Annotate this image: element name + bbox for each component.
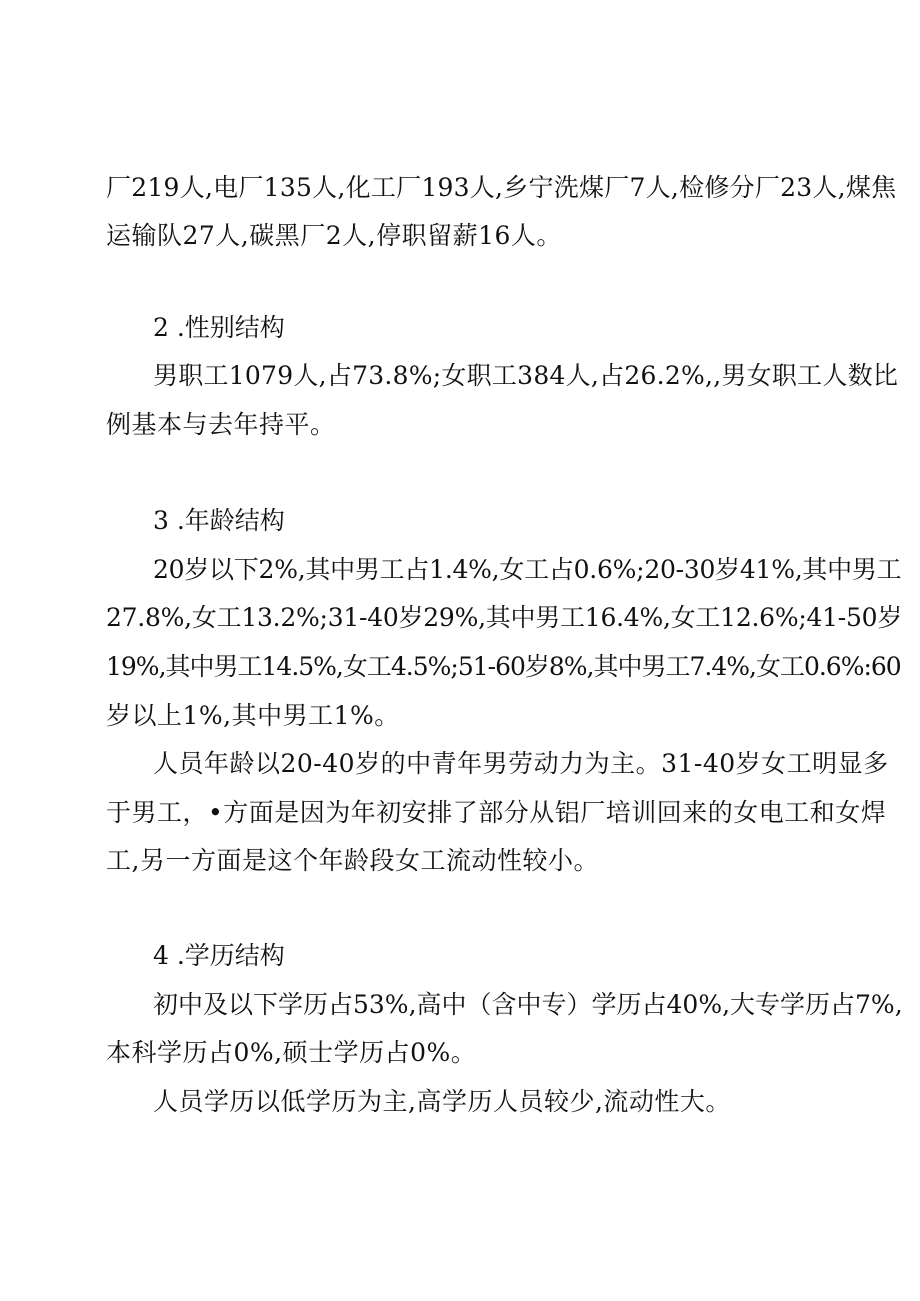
section-3-p2-line-3: 工,另一方面是这个年龄段女工流动性较小。: [106, 846, 599, 875]
section-4-p1-line-2: 本科学历占0%,硕士学历占0%。: [106, 1038, 477, 1067]
section-3-p2-line-2: 于男工，•方面是因为年初安排了部分从铝厂培训回来的女电工和女焊: [106, 798, 887, 827]
section-3-p1-line-4: 岁以上1%,其中男工1%。: [106, 701, 400, 730]
continuation-line-1: 厂219人,电厂135人,化工厂193人,乡宁洗煤厂7人,检修分厂23人,煤焦: [106, 173, 897, 202]
section-3-p1-line-1: 20岁以下2%,其中男工占1.4%,女工占0.6%;20-30岁41%,其中男工: [153, 555, 902, 584]
section-3-p1-line-3: 19%,其中男工14.5%,女工4.5%;51-60岁8%,其中男工7.4%,女工0.6%:60: [106, 652, 901, 681]
section-2-line-1: 男职工1079人,占73.8%;女职工384人,占26.2%,,男女职工人数比: [153, 361, 899, 390]
continuation-line-2: 运输队27人,碳黑厂2人,停职留薪16人。: [106, 221, 562, 250]
section-2-heading: 2 .性别结构: [153, 313, 285, 342]
section-3-p2-line-1: 人员年龄以20-40岁的中青年男劳动力为主。31-40岁女工明显多: [153, 749, 889, 778]
section-3-heading: 3 .年龄结构: [153, 506, 285, 535]
section-4-p2-line-1: 人员学历以低学历为主,高学历人员较少,流动性大。: [153, 1087, 731, 1116]
section-2-line-2: 例基本与去年持平。: [106, 410, 336, 439]
section-3-p1-line-2: 27.8%,女工13.2%;31-40岁29%,其中男工16.4%,女工12.6%;41-50岁: [106, 603, 903, 632]
section-4-p1-line-1: 初中及以下学历占53%,高中（含中专）学历占40%,大专学历占7%,: [153, 990, 903, 1019]
section-4-heading: 4 .学历结构: [153, 941, 285, 970]
